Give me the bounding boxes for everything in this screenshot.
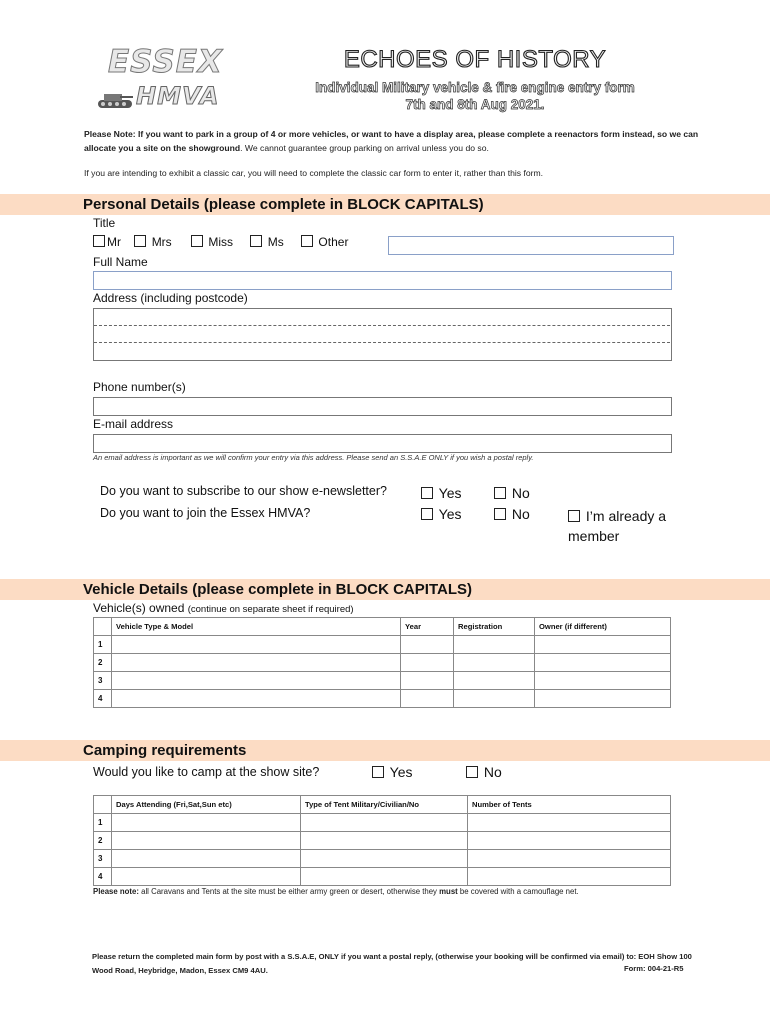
table-cell[interactable] xyxy=(112,636,401,654)
camping-no[interactable]: No xyxy=(466,764,502,780)
column-header: Registration xyxy=(454,618,535,636)
table-cell[interactable] xyxy=(112,672,401,690)
essex-logo-text: ESSEX xyxy=(108,44,223,80)
column-header: Number of Tents xyxy=(468,796,671,814)
title-other-input[interactable] xyxy=(388,236,674,255)
row-number: 3 xyxy=(94,850,112,868)
checkbox-icon[interactable] xyxy=(250,235,262,247)
checkbox-icon[interactable] xyxy=(494,487,506,499)
page-title: ECHOES OF HISTORY xyxy=(343,46,607,73)
table-cell[interactable] xyxy=(401,672,454,690)
vehicle-details-heading: Vehicle Details (please complete in BLOCK CAPITALS) xyxy=(83,581,472,598)
join-hmva-question: Do you want to join the Essex HMVA? xyxy=(100,506,311,520)
table-cell[interactable] xyxy=(401,654,454,672)
table-cell[interactable] xyxy=(112,654,401,672)
table-cell[interactable] xyxy=(468,850,671,868)
group-parking-note xyxy=(84,127,704,155)
table-cell[interactable] xyxy=(535,690,671,708)
table-cell[interactable] xyxy=(301,832,468,850)
address-input[interactable] xyxy=(93,308,672,361)
table-cell[interactable] xyxy=(535,672,671,690)
column-header: Year xyxy=(401,618,454,636)
table-cell[interactable] xyxy=(535,636,671,654)
table-cell xyxy=(94,796,112,814)
page-subtitle: Individual Military vehicle & fire engine entry form xyxy=(315,80,635,95)
table-row[interactable] xyxy=(94,636,671,654)
table-row[interactable] xyxy=(94,672,671,690)
title-option-mrs[interactable]: Mrs xyxy=(134,235,171,249)
table-cell[interactable] xyxy=(454,636,535,654)
newsletter-yes[interactable]: Yes xyxy=(421,485,461,501)
form-code: Form: 004-21-R5 xyxy=(620,964,684,973)
title-option-miss[interactable]: Miss xyxy=(191,235,233,249)
newsletter-question: Do you want to subscribe to our show e-newsletter? xyxy=(100,484,387,498)
tank-icon xyxy=(96,88,134,110)
title-option-ms[interactable]: Ms xyxy=(250,235,283,249)
row-number: 3 xyxy=(94,672,112,690)
table-cell[interactable] xyxy=(112,814,301,832)
checkbox-icon[interactable] xyxy=(421,508,433,520)
checkbox-icon[interactable] xyxy=(421,487,433,499)
vehicles-owned-label: Vehicle(s) owned (continue on separate sheet if required) xyxy=(93,601,354,615)
checkbox-icon[interactable] xyxy=(568,510,580,522)
hmva-logo-text: HMVA xyxy=(136,82,220,110)
table-cell[interactable] xyxy=(468,814,671,832)
full-name-label: Full Name xyxy=(93,255,148,269)
table-cell[interactable] xyxy=(112,690,401,708)
vehicle-table xyxy=(93,617,671,708)
join-no[interactable]: No xyxy=(494,506,530,522)
join-yes[interactable]: Yes xyxy=(421,506,461,522)
checkbox-icon[interactable] xyxy=(191,235,203,247)
checkbox-icon[interactable] xyxy=(301,235,313,247)
event-dates: 7th and 8th Aug 2021. xyxy=(405,97,545,112)
row-number: 4 xyxy=(94,868,112,886)
table-cell[interactable] xyxy=(401,690,454,708)
table-row[interactable] xyxy=(94,850,671,868)
table-row[interactable] xyxy=(94,832,671,850)
column-header: Type of Tent Military/Civilian/No xyxy=(301,796,468,814)
table-cell xyxy=(94,618,112,636)
table-cell[interactable] xyxy=(112,868,301,886)
row-number: 2 xyxy=(94,654,112,672)
table-row[interactable] xyxy=(94,654,671,672)
row-number: 1 xyxy=(94,636,112,654)
row-number: 2 xyxy=(94,832,112,850)
classic-car-note: If you are intending to exhibit a classic car, you will need to complete the classic car form to enter it, rather than this form. xyxy=(84,168,544,178)
group-parking-note-bold: Please Note: If you want to park in a group of 4 or more vehicles, or want to have a display area, please complete a reenactors form instead, so we can allocate you a site on the showground xyxy=(84,129,699,153)
checkbox-icon[interactable] xyxy=(134,235,146,247)
phone-label: Phone number(s) xyxy=(93,380,186,394)
table-row[interactable] xyxy=(94,868,671,886)
title-options xyxy=(93,235,348,249)
row-number: 1 xyxy=(94,814,112,832)
table-cell[interactable] xyxy=(454,690,535,708)
table-header-row xyxy=(94,618,671,636)
checkbox-icon[interactable] xyxy=(466,766,478,778)
already-member-option[interactable]: I’m already a member xyxy=(568,508,667,544)
table-cell[interactable] xyxy=(401,636,454,654)
table-cell[interactable] xyxy=(468,832,671,850)
table-cell[interactable] xyxy=(301,814,468,832)
full-name-input[interactable] xyxy=(93,271,672,290)
table-cell[interactable] xyxy=(112,832,301,850)
checkbox-icon[interactable] xyxy=(93,235,105,247)
email-label: E-mail address xyxy=(93,417,174,431)
table-row[interactable] xyxy=(94,814,671,832)
table-cell[interactable] xyxy=(112,850,301,868)
table-cell[interactable] xyxy=(454,672,535,690)
personal-details-heading: Personal Details (please complete in BLOCK CAPITALS) xyxy=(83,196,484,213)
column-header: Vehicle Type & Model xyxy=(112,618,401,636)
table-cell[interactable] xyxy=(468,868,671,886)
email-input[interactable] xyxy=(93,434,672,453)
column-header: Owner (if different) xyxy=(535,618,671,636)
title-label: Title xyxy=(93,216,116,230)
return-instructions: Please return the completed main form by post with a S.S.A.E, ONLY if you want a postal reply, (otherwise your booking will be confirmed via email) to: EOH Show 100 Wood Road, Heybridge, Madon, Essex CM9 4AU. xyxy=(92,952,692,975)
newsletter-no[interactable]: No xyxy=(494,485,530,501)
phone-input[interactable] xyxy=(93,397,672,416)
camping-question: Would you like to camp at the show site? xyxy=(93,765,320,779)
address-line xyxy=(94,325,670,326)
checkbox-icon[interactable] xyxy=(494,508,506,520)
table-cell[interactable] xyxy=(301,868,468,886)
checkbox-icon[interactable] xyxy=(372,766,384,778)
camping-heading: Camping requirements xyxy=(83,742,247,759)
camping-yes[interactable]: Yes xyxy=(372,764,412,780)
title-option-other[interactable]: Other xyxy=(301,235,348,249)
table-header-row xyxy=(94,796,671,814)
table-cell[interactable] xyxy=(454,654,535,672)
title-option-mr[interactable]: Mr xyxy=(93,235,121,249)
camouflage-note: Please note: all Caravans and Tents at the site must be either army green or desert, otherwise they must be covered with a camouflage net. xyxy=(93,887,579,896)
row-number: 4 xyxy=(94,690,112,708)
email-note: An email address is important as we will confirm your entry via this address. Please send an S.S.A.E ONLY if you wish a postal reply. xyxy=(93,453,534,462)
group-parking-note-rest: . We cannot guarantee group parking on arrival unless you do so. xyxy=(240,143,489,153)
vehicles-owned-note: (continue on separate sheet if required) xyxy=(187,604,354,615)
table-cell[interactable] xyxy=(301,850,468,868)
column-header: Days Attending (Fri,Sat,Sun etc) xyxy=(112,796,301,814)
table-cell[interactable] xyxy=(535,654,671,672)
address-line xyxy=(94,342,670,343)
address-label: Address (including postcode) xyxy=(93,291,248,305)
table-row[interactable] xyxy=(94,690,671,708)
camping-table xyxy=(93,795,671,886)
